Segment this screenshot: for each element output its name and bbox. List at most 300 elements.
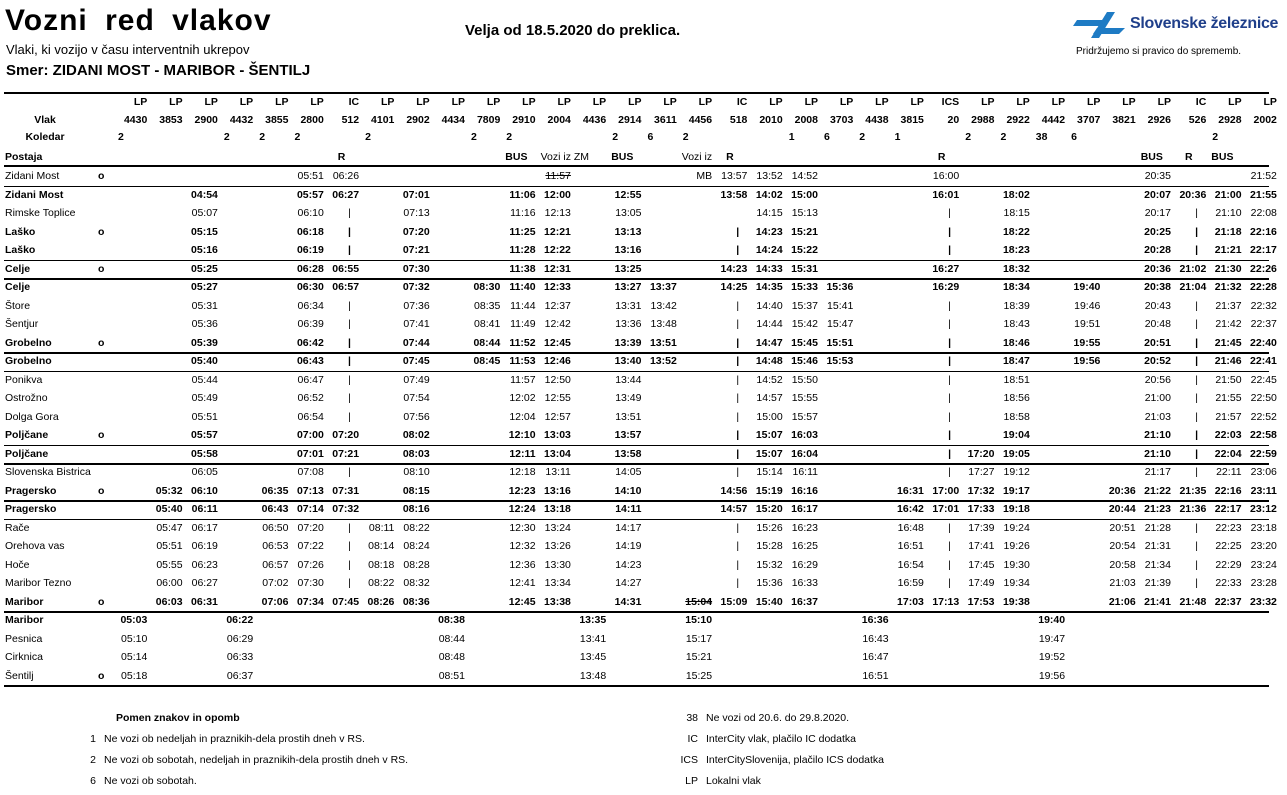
train-type: LP xyxy=(1157,96,1171,108)
time-cell: 05:58 xyxy=(191,447,218,460)
time-cell: 16:48 xyxy=(897,521,924,534)
table-rule xyxy=(4,519,1269,521)
time-cell: | xyxy=(1195,577,1199,589)
time-cell: 12:32 xyxy=(509,540,536,552)
time-cell: 23:28 xyxy=(1250,577,1277,589)
time-cell: 16:47 xyxy=(862,651,889,663)
time-cell: 18:47 xyxy=(1002,355,1030,367)
time-cell: 22:40 xyxy=(1250,336,1277,349)
time-cell: 21:00 xyxy=(1214,188,1242,201)
train-number: 2002 xyxy=(1253,114,1277,126)
time-cell: | xyxy=(736,225,740,238)
train-number: 3853 xyxy=(159,114,183,126)
time-cell: 21:10 xyxy=(1144,447,1171,460)
time-cell: 20:25 xyxy=(1144,225,1171,238)
train-calendar: 2 xyxy=(259,131,266,143)
train-type: LP xyxy=(380,96,395,108)
time-cell: 21:30 xyxy=(1214,262,1242,275)
time-cell: 21:32 xyxy=(1214,281,1242,293)
time-cell: 08:45 xyxy=(473,355,501,367)
time-cell: 15:25 xyxy=(685,669,713,682)
time-cell: 11:53 xyxy=(509,355,536,367)
train-number: 4434 xyxy=(441,114,465,126)
time-cell: 12:45 xyxy=(508,595,536,608)
time-cell: 05:55 xyxy=(156,558,183,571)
time-cell: | xyxy=(1195,447,1199,460)
time-cell: 18:22 xyxy=(1002,225,1030,238)
time-cell: 16:25 xyxy=(791,540,818,552)
station-name: Laško xyxy=(5,225,36,238)
time-cell: 21:22 xyxy=(1144,484,1171,497)
station-name: Rimske Toplice xyxy=(5,207,76,219)
time-cell: 05:39 xyxy=(191,336,218,349)
time-cell: | xyxy=(736,336,740,349)
time-cell: 16:27 xyxy=(932,262,960,275)
time-cell: 11:57 xyxy=(545,170,571,182)
time-cell: 14:11 xyxy=(615,503,642,515)
train-number: 526 xyxy=(1188,114,1207,126)
train-type: IC xyxy=(1195,96,1207,108)
train-number: 3815 xyxy=(900,114,924,126)
time-cell: 21:17 xyxy=(1144,466,1171,478)
train-type: LP xyxy=(839,96,854,108)
time-cell: 14:35 xyxy=(755,281,783,293)
time-cell: 13:40 xyxy=(614,355,642,367)
train-number: 512 xyxy=(341,114,360,126)
time-cell: 11:16 xyxy=(510,207,536,219)
time-cell: 05:10 xyxy=(121,632,148,645)
station-name: Maribor xyxy=(5,614,44,626)
station-name: Dolga Gora xyxy=(5,410,59,423)
time-cell: 22:11 xyxy=(1216,466,1242,478)
time-cell: 11:40 xyxy=(509,281,536,293)
train-note: BUS xyxy=(1140,151,1163,163)
table-rule xyxy=(4,463,1269,465)
time-cell: | xyxy=(736,410,740,423)
time-cell: 23:12 xyxy=(1250,503,1277,515)
time-cell: 17:27 xyxy=(968,466,995,478)
train-type: LP xyxy=(486,96,501,108)
station-name: Slovenska Bistrica xyxy=(5,466,91,478)
time-cell: | xyxy=(948,429,952,441)
time-cell: 05:57 xyxy=(296,188,324,201)
header-label-calendar: Koledar xyxy=(25,131,65,143)
time-cell: 19:46 xyxy=(1074,299,1101,312)
time-cell: 05:27 xyxy=(191,281,218,293)
time-cell: 14:31 xyxy=(614,595,642,608)
time-cell: 13:41 xyxy=(579,632,607,645)
time-cell: 13:16 xyxy=(544,484,571,497)
station-name: Laško xyxy=(5,244,36,256)
train-note: R xyxy=(726,151,734,163)
station-name: Cirknica xyxy=(5,651,43,663)
train-number: 4438 xyxy=(865,114,889,126)
time-cell: 21:28 xyxy=(1144,521,1171,534)
train-calendar: 6 xyxy=(824,131,830,143)
time-cell: 13:31 xyxy=(615,299,642,312)
time-cell: 19:52 xyxy=(1038,651,1066,663)
time-cell: 13:27 xyxy=(614,281,642,293)
time-cell: 15:50 xyxy=(791,373,818,386)
time-cell: | xyxy=(736,540,740,552)
station-marker: o xyxy=(98,669,105,682)
time-cell: 12:37 xyxy=(544,299,571,312)
time-cell: 07:36 xyxy=(403,299,430,312)
time-cell: 13:51 xyxy=(615,410,642,423)
train-calendar: 1 xyxy=(788,131,795,143)
page-title: Vozni red vlakov xyxy=(5,4,272,37)
time-cell: 06:57 xyxy=(332,281,360,293)
train-note: R xyxy=(1185,151,1193,163)
time-cell: 21:42 xyxy=(1215,318,1242,330)
time-cell: 06:30 xyxy=(296,281,324,293)
time-cell: | xyxy=(1195,225,1199,238)
time-cell: 06:28 xyxy=(296,262,324,275)
time-cell: | xyxy=(348,577,351,589)
train-calendar: 2 xyxy=(118,131,124,143)
train-type: LP xyxy=(592,96,607,108)
time-cell: | xyxy=(347,244,351,256)
time-cell: 12:55 xyxy=(614,188,642,201)
time-cell: 07:21 xyxy=(332,447,360,460)
time-cell: 21:46 xyxy=(1214,355,1242,367)
train-number: 2922 xyxy=(1006,114,1030,126)
time-cell: 11:06 xyxy=(509,188,536,201)
train-number: 2928 xyxy=(1218,114,1242,126)
station-name: Celje xyxy=(5,281,31,293)
time-cell: 12:02 xyxy=(509,392,536,404)
time-cell: 06:43 xyxy=(261,503,289,515)
train-calendar: 38 xyxy=(1035,131,1048,143)
time-cell: 17:49 xyxy=(968,577,995,589)
time-cell: 16:04 xyxy=(791,447,818,460)
time-cell: 13:11 xyxy=(545,466,571,478)
time-cell: 20:07 xyxy=(1144,188,1171,201)
time-cell: 22:37 xyxy=(1214,595,1242,608)
time-cell: | xyxy=(1195,540,1199,552)
train-type: LP xyxy=(981,96,995,108)
time-cell: 15:07 xyxy=(755,429,783,441)
time-cell: 13:38 xyxy=(544,595,571,608)
time-cell: 07:49 xyxy=(403,373,430,386)
train-calendar: 6 xyxy=(1071,131,1077,143)
time-cell: 08:30 xyxy=(473,281,501,293)
train-calendar: 2 xyxy=(365,131,371,143)
train-calendar: 1 xyxy=(894,131,901,143)
time-cell: 06:35 xyxy=(261,484,289,497)
time-cell: 15:47 xyxy=(827,318,854,330)
time-cell: | xyxy=(948,447,952,460)
time-cell: 22:26 xyxy=(1250,262,1277,275)
station-marker: o xyxy=(98,170,105,182)
time-cell: 05:47 xyxy=(156,521,183,534)
time-cell: 13:04 xyxy=(544,447,571,460)
time-cell: 23:32 xyxy=(1250,595,1277,608)
train-note: Vozi iz xyxy=(681,151,713,163)
time-cell: 18:23 xyxy=(1002,244,1030,256)
station-name: Hoče xyxy=(5,558,30,571)
time-cell: 13:18 xyxy=(544,503,571,515)
time-cell: 12:30 xyxy=(509,521,536,534)
train-type: LP xyxy=(628,96,642,108)
time-cell: 18:15 xyxy=(1003,207,1030,219)
table-rule xyxy=(4,500,1269,502)
time-cell: 16:33 xyxy=(791,577,818,589)
time-cell: 06:10 xyxy=(191,484,218,497)
time-cell: 18:02 xyxy=(1002,188,1030,201)
time-cell: 13:42 xyxy=(650,299,677,312)
table-rule xyxy=(4,445,1269,447)
station-name: Rače xyxy=(5,521,30,534)
time-cell: | xyxy=(1195,207,1199,219)
time-cell: 12:57 xyxy=(544,410,571,423)
legend-code: 6 xyxy=(90,775,96,787)
time-cell: 08:15 xyxy=(402,484,430,497)
time-cell: | xyxy=(736,466,740,478)
time-cell: | xyxy=(1195,355,1199,367)
time-cell: 06:19 xyxy=(191,540,218,552)
train-note: R xyxy=(937,151,946,163)
time-cell: 22:41 xyxy=(1250,355,1277,367)
time-cell: 07:45 xyxy=(402,355,430,367)
time-cell: 20:36 xyxy=(1144,262,1171,275)
time-cell: 20:48 xyxy=(1144,318,1171,330)
train-number: 4430 xyxy=(123,114,148,126)
time-cell: 06:10 xyxy=(297,207,324,219)
time-cell: 08:51 xyxy=(438,669,465,682)
train-note: BUS xyxy=(611,151,634,163)
train-number: 2902 xyxy=(406,114,430,126)
time-cell: 20:58 xyxy=(1109,558,1136,571)
station-name: Grobelno xyxy=(5,336,52,349)
time-cell: 17:45 xyxy=(968,558,995,571)
time-cell: 13:03 xyxy=(544,429,571,441)
time-cell: 07:13 xyxy=(403,207,430,219)
time-cell: 15:36 xyxy=(826,281,854,293)
time-cell: 20:36 xyxy=(1179,188,1207,201)
time-cell: 15:40 xyxy=(755,595,783,608)
time-cell: 20:36 xyxy=(1108,484,1136,497)
time-cell: | xyxy=(348,207,351,219)
station-name: Ostrožno xyxy=(5,392,48,404)
time-cell: 14:23 xyxy=(720,262,748,275)
train-calendar: 2 xyxy=(612,131,619,143)
time-cell: 05:44 xyxy=(191,373,218,386)
time-cell: 22:23 xyxy=(1215,521,1242,534)
train-number: 4442 xyxy=(1041,114,1066,126)
time-cell: 07:06 xyxy=(261,595,289,608)
time-cell: 21:52 xyxy=(1250,170,1277,182)
time-cell: 06:00 xyxy=(156,577,183,589)
time-cell: 11:25 xyxy=(509,225,536,238)
time-cell: 18:32 xyxy=(1002,262,1030,275)
time-cell: | xyxy=(948,558,951,571)
time-cell: 13:39 xyxy=(614,336,642,349)
time-cell: 19:38 xyxy=(1002,595,1030,608)
time-cell: 13:30 xyxy=(544,558,571,571)
station-name: Šentjur xyxy=(5,318,39,330)
direction-label: Smer: ZIDANI MOST - MARIBOR - ŠENTILJ xyxy=(6,62,311,79)
time-cell: | xyxy=(948,466,951,478)
time-cell: 14:52 xyxy=(756,373,783,386)
time-cell: 19:47 xyxy=(1038,632,1066,645)
time-cell: 06:17 xyxy=(191,521,218,534)
time-cell: 11:52 xyxy=(509,336,536,349)
time-cell: 08:22 xyxy=(403,521,430,534)
time-cell: 05:57 xyxy=(191,429,218,441)
time-cell: 12:42 xyxy=(544,318,571,330)
time-cell: 07:20 xyxy=(402,225,430,238)
station-name: Maribor Tezno xyxy=(5,577,72,589)
time-cell: | xyxy=(948,392,951,404)
train-type: LP xyxy=(1016,96,1030,108)
time-cell: 07:20 xyxy=(297,521,324,534)
time-cell: 14:47 xyxy=(755,336,783,349)
table-rule xyxy=(4,92,1269,94)
table-rule xyxy=(4,165,1269,167)
time-cell: 17:32 xyxy=(967,484,995,497)
time-cell: 15:20 xyxy=(755,503,783,515)
time-cell: 06:23 xyxy=(191,558,218,571)
train-number: 2800 xyxy=(300,114,324,126)
time-cell: 08:03 xyxy=(402,447,430,460)
time-cell: 19:56 xyxy=(1038,669,1066,682)
table-rule xyxy=(4,611,1269,613)
time-cell: | xyxy=(948,521,951,534)
station-name: Poljčane xyxy=(5,429,49,441)
train-calendar: 2 xyxy=(1000,131,1007,143)
time-cell: | xyxy=(1195,244,1199,256)
time-cell: 14:27 xyxy=(615,577,642,589)
disclaimer-text: Pridržujemo si pravico do sprememb. xyxy=(1076,46,1242,57)
train-number: 2004 xyxy=(547,114,571,126)
legend-text: Lokalni vlak xyxy=(706,775,761,787)
train-type: LP xyxy=(204,96,218,108)
train-type: LP xyxy=(1051,96,1066,108)
time-cell: 13:35 xyxy=(579,614,607,626)
time-cell: 15:26 xyxy=(756,521,783,534)
time-cell: 07:14 xyxy=(296,503,324,515)
time-cell: | xyxy=(948,244,952,256)
time-cell: 13:52 xyxy=(756,170,783,182)
time-cell: 12:21 xyxy=(544,225,571,238)
train-number: 3703 xyxy=(829,114,854,126)
time-cell: 22:28 xyxy=(1250,281,1277,293)
time-cell: 15:00 xyxy=(756,410,783,423)
time-cell: 14:17 xyxy=(615,521,642,534)
time-cell: 16:00 xyxy=(932,170,960,182)
time-cell: 16:54 xyxy=(897,558,924,571)
time-cell: | xyxy=(348,466,351,478)
time-cell: 15:57 xyxy=(791,410,818,423)
time-cell: 18:39 xyxy=(1003,299,1030,312)
time-cell: | xyxy=(1195,558,1199,571)
time-cell: 22:08 xyxy=(1250,207,1277,219)
time-cell: 19:26 xyxy=(1003,540,1030,552)
time-cell: 06:22 xyxy=(226,614,254,626)
time-cell: 06:29 xyxy=(226,632,254,645)
table-rule xyxy=(4,685,1269,687)
time-cell: 21:39 xyxy=(1144,577,1171,589)
time-cell: 21:34 xyxy=(1144,558,1171,571)
time-cell: 08:48 xyxy=(438,651,465,663)
time-cell: 07:13 xyxy=(296,484,324,497)
time-cell: 05:40 xyxy=(155,503,183,515)
time-cell: 16:01 xyxy=(932,188,960,201)
time-cell: 16:59 xyxy=(897,577,924,589)
time-cell: 12:50 xyxy=(544,373,571,386)
time-cell: 14:57 xyxy=(720,503,748,515)
time-cell: 23:24 xyxy=(1250,558,1277,571)
time-cell: | xyxy=(1195,392,1199,404)
time-cell: 21:36 xyxy=(1179,503,1207,515)
time-cell: | xyxy=(736,355,740,367)
station-name: Ponikva xyxy=(5,373,43,386)
time-cell: 15:13 xyxy=(791,207,818,219)
train-type: LP xyxy=(910,96,924,108)
time-cell: 17:00 xyxy=(932,484,960,497)
time-cell: 13:26 xyxy=(544,540,571,552)
train-type: LP xyxy=(698,96,713,108)
train-calendar: 2 xyxy=(294,131,301,143)
time-cell: 15:32 xyxy=(756,558,783,571)
time-cell: 20:28 xyxy=(1144,244,1171,256)
time-cell: 22:16 xyxy=(1250,225,1277,238)
time-cell: | xyxy=(736,318,740,330)
time-cell: 14:57 xyxy=(756,392,783,404)
time-cell: 07:22 xyxy=(297,540,324,552)
time-cell: 22:59 xyxy=(1250,447,1277,460)
time-cell: | xyxy=(948,373,951,386)
time-cell: 12:04 xyxy=(509,410,536,423)
time-cell: 05:51 xyxy=(191,410,218,423)
time-cell: 20:35 xyxy=(1144,170,1171,182)
time-cell: 08:41 xyxy=(474,318,501,330)
time-cell: | xyxy=(347,355,351,367)
train-number: 4432 xyxy=(229,114,254,126)
time-cell: 11:38 xyxy=(509,262,536,275)
legend-code: ICS xyxy=(680,754,698,766)
time-cell: 12:13 xyxy=(544,207,571,219)
station-name: Maribor xyxy=(5,595,44,608)
time-cell: 21:48 xyxy=(1179,595,1207,608)
time-cell: 16:23 xyxy=(791,521,818,534)
time-cell: 08:02 xyxy=(402,429,430,441)
time-cell: 07:54 xyxy=(403,392,430,404)
train-number: 2988 xyxy=(971,114,995,126)
time-cell: 21:41 xyxy=(1144,595,1171,608)
time-cell: 12:45 xyxy=(544,336,571,349)
time-cell: 21:55 xyxy=(1250,188,1277,201)
time-cell: 17:33 xyxy=(967,503,995,515)
time-cell: | xyxy=(347,336,351,349)
time-cell: 13:05 xyxy=(615,207,642,219)
time-cell: 06:42 xyxy=(296,336,324,349)
time-cell: | xyxy=(347,225,351,238)
time-cell: 20:56 xyxy=(1144,373,1171,386)
time-cell: 22:04 xyxy=(1214,447,1242,460)
time-cell: 22:32 xyxy=(1250,299,1277,312)
time-cell: 05:51 xyxy=(297,170,324,182)
train-number: 2010 xyxy=(759,114,783,126)
time-cell: 12:55 xyxy=(544,392,571,404)
time-cell: 05:03 xyxy=(120,614,148,626)
time-cell: 23:18 xyxy=(1250,521,1277,534)
time-cell: 08:14 xyxy=(368,540,395,552)
time-cell: | xyxy=(948,540,951,552)
time-cell: | xyxy=(1195,373,1199,386)
time-cell: 06:37 xyxy=(226,669,254,682)
